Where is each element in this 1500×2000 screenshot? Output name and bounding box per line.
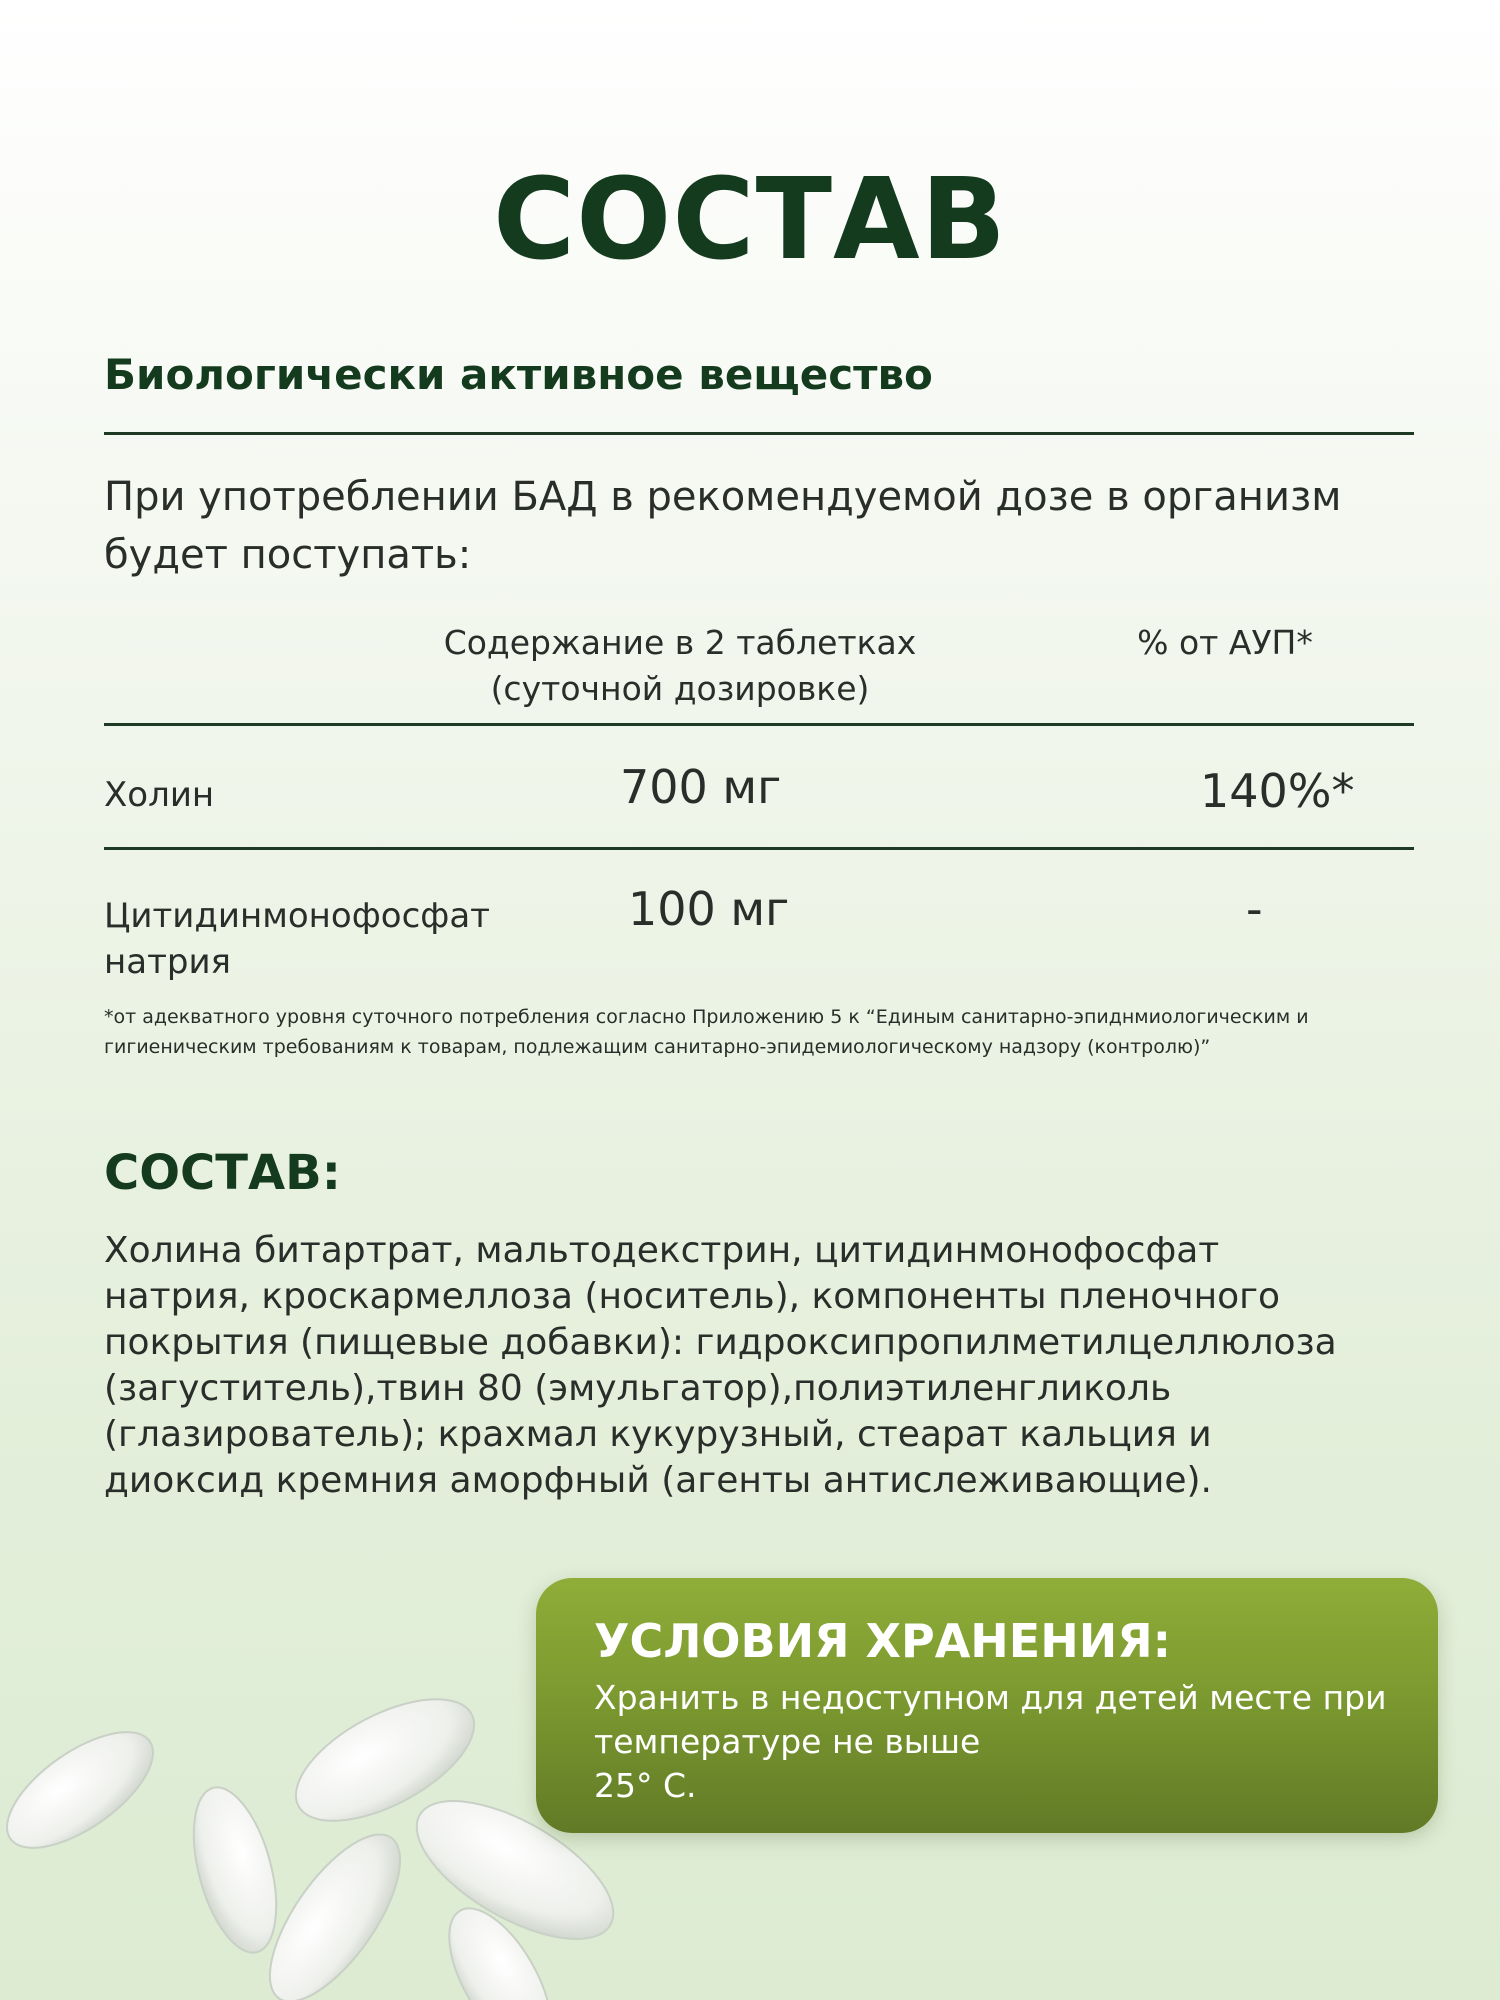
composition-text: Холина битартрат, мальтодекстрин, цитидинмонофосфат натрия, кроскармеллоза (носитель), компоненты пленочного покрытия (пищевые добавки): гидроксипропилметилцеллюлоза (загуститель),твин 80 (эмульгатор),полиэтиленгликоль (глазирователь); крахмал кукурузный, стеарат кальция и диоксид кремния аморфный (агенты антислеживающие). bbox=[104, 1230, 1337, 1501]
table-row-content: 100 мг bbox=[628, 882, 790, 936]
storage-card bbox=[536, 1578, 1438, 1833]
table-row-percent: 140%* bbox=[1200, 764, 1355, 818]
active-substance-heading: Биологически активное вещество bbox=[104, 350, 933, 399]
storage-text-line: Хранить в недоступном для детей месте при температуре не выше bbox=[594, 1678, 1387, 1761]
page-title: СОСТАВ bbox=[492, 155, 1008, 285]
tablet-icon bbox=[0, 1710, 171, 1870]
tablet-icon bbox=[178, 1779, 292, 1962]
footnote: *от адекватного уровня суточного потребления согласно Приложению 5 к “Единым санитарно-эпиднмиологическим и гигиеническим требованиям к товарам, подлежащим санитарно-эпидемиологическому надзору (контролю)” bbox=[104, 1006, 1309, 1058]
table-divider bbox=[104, 723, 1414, 726]
composition-heading: СОСТАВ: bbox=[104, 1145, 341, 1201]
storage-text bbox=[594, 1676, 1394, 1808]
storage-heading: УСЛОВИЯ ХРАНЕНИЯ: bbox=[594, 1614, 1172, 1668]
table-divider bbox=[104, 847, 1414, 850]
table-row-percent: - bbox=[1246, 882, 1263, 936]
intro-text: При употреблении БАД в рекомендуемой дозе в организм будет поступать: bbox=[104, 474, 1342, 578]
storage-text-line: 25° С. bbox=[594, 1766, 697, 1805]
column-header-content: Содержание в 2 таблетках (суточной дозировке) bbox=[443, 623, 917, 708]
column-header-percent: % от АУП* bbox=[1137, 623, 1313, 662]
divider bbox=[104, 432, 1414, 435]
table-row-name: Холин bbox=[104, 775, 215, 815]
table-row-name: Цитидинмонофосфат натрия bbox=[104, 896, 490, 982]
table-row-content: 700 мг bbox=[620, 760, 782, 814]
